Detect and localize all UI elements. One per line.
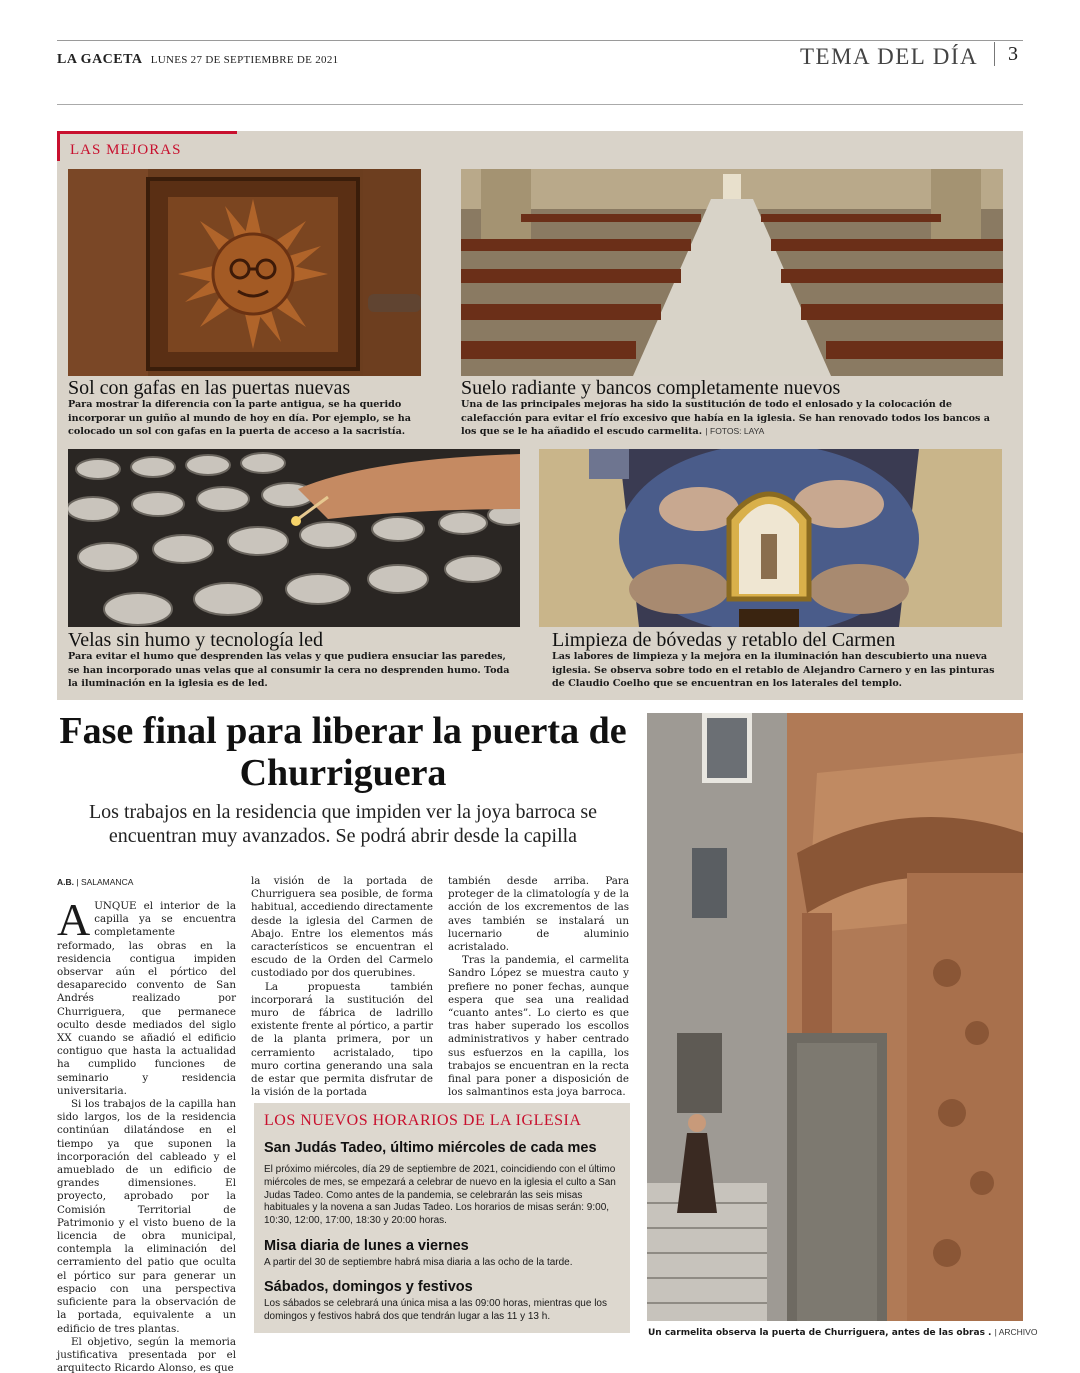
article-paragraph: El objetivo, según la memoria justificativa presentada por el arquitecto Ricardo Alonso, es que [57, 1335, 236, 1373]
caption-text-altarpiece: Las labores de limpieza y la mejora en la iluminación han descubierto una nueva iglesia. Se observa sobre todo en el retablo de Alejandro Carnero y en las pinturas de Claudio Coelho que se encuentran en los laterales del templo. [552, 651, 995, 689]
article-paragraph: la visión de la portada de Churriguera sea posible, de forma habitual, accediendo directamente desde la iglesia del Carmen de Abajo. Entre los elementos más característicos se encuentran el escudo de la Orden del Carmelo custodiado por dos querubines. [251, 875, 433, 980]
caption-title-candles: Velas sin humo y tecnología led [68, 629, 323, 651]
paragraph-text: UNQUE el interior de la capilla ya se encuentra completamente reformado, las obras en la residencia contigua impiden observar aún el pórtico del desaparecido convento de San Andrés realizado por Churriguera, que permanece oculto desde mediados del siglo XX cuando se añadió el edificio contiguo que hasta la actualidad ha cumplido funciones de seminario y residencia universitaria. [57, 900, 236, 1097]
page-separator [994, 42, 995, 66]
article-headline: Fase final para liberar la puerta de Churriguera [59, 710, 627, 794]
photo-credit-laya: | FOTOS: LAYA [705, 426, 765, 436]
sun-door-photo [68, 169, 421, 376]
article-column-1 [57, 894, 236, 1373]
caption-text-candles: Para evitar el humo que desprenden las velas y que pudiera ensuciar las paredes, se han incorporado unas velas que al consumir la cera no desprenden humo. Toda la iluminación en la iglesia es de led. [68, 651, 510, 689]
article-paragraph: Si los trabajos de la capilla han sido largos, los de la residencia continúan dilatándose en el tiempo ya que suponen la incorporación del cableado y el amueblado de un edificio de grandes dimensiones. El proyecto, aprobado por la Comisión Territorial de Patrimonio y el visto bueno de la licencia de obra municipal, contempla la eliminación del cerramiento del patio que oculta el pórtico sur para generar un espacio con una perspectiva suficiente para la observación de la portada, equivalente a un edificio de tres plantas. [57, 1098, 236, 1335]
schedule-heading-weekday: Misa diaria de lunes a viernes [264, 1238, 469, 1254]
churriguera-door-photo [647, 713, 1023, 1321]
pews-photo [461, 169, 1003, 376]
byline-place: | SALAMANCA [76, 877, 134, 887]
schedule-text-weekend: Los sábados se celebrará una única misa a las 09:00 horas, mientras que los domingos y festivos habrá dos que tendrán lugar a las 11 y 13 h. [264, 1298, 607, 1322]
article-paragraph: también desde arriba. Para proteger de la climatología y de la acción de los excrementos de las aves también se instalará un lucernario de aluminio acristalado. [448, 875, 629, 954]
caption-text-pews [461, 398, 1006, 439]
candles-photo [68, 449, 520, 627]
caption-title-pews: Suelo radiante y bancos completamente nuevos [461, 377, 841, 399]
caption-title-altarpiece: Limpieza de bóvedas y retablo del Carmen [552, 629, 896, 651]
section-title: TEMA DEL DÍA [800, 44, 979, 69]
byline-author: A.B. [57, 877, 74, 887]
masthead [57, 52, 338, 68]
header-rule [57, 104, 1023, 105]
article-paragraph: Tras la pandemia, el carmelita Sandro López se muestra cauto y prefiere no poner fechas, aunque espera que sea una realidad “cuanto antes”. Lo cierto es que tras haber superado los escollos administrativos y haber centrado sus esfuerzos en la capilla, los trabajos se encuentran en la recta final para poner a disposición de los salmantinos esta joya barroca. [448, 954, 629, 1099]
schedule-heading-judas: San Judás Tadeo, último miércoles de cada mes [264, 1140, 597, 1156]
byline [57, 877, 133, 887]
improvements-accent-vbar [57, 131, 60, 161]
page-number: 3 [1008, 43, 1018, 65]
article-paragraph [57, 894, 236, 1098]
main-photo-credit: | ARCHIVO [994, 1327, 1038, 1337]
newspaper-brand: LA GACETA [57, 52, 143, 67]
improvements-label: LAS MEJORAS [70, 142, 182, 158]
article-subhead: Los trabajos en la residencia que impiden ver la joya barroca se encuentran muy avanzados. Se podrá abrir desde la capilla [88, 801, 598, 847]
schedule-heading-weekend: Sábados, domingos y festivos [264, 1279, 473, 1295]
top-rule [57, 40, 1023, 41]
caption-title-sun: Sol con gafas en las puertas nuevas [68, 377, 351, 399]
drop-cap: A [57, 894, 91, 945]
main-photo-caption-text: Un carmelita observa la puerta de Churriguera, antes de las obras . [648, 1328, 992, 1338]
improvements-accent-bar [57, 131, 237, 134]
article-column-3 [448, 875, 629, 1099]
caption-text-sun: Para mostrar la diferencia con la parte antigua, se ha querido incorporar un guiño al mundo de hoy en día. Por ejemplo, se ha colocado un sol con gafas en la puerta de acceso a la sacristía. [68, 399, 411, 437]
article-paragraph: La propuesta también incorporará la sustitución del muro de fábrica de ladrillo existente frente al pórtico, a partir de la planta primera, por un cerramiento acristalado, tipo muro cortina generando una sala de estar que permita disfrutar de la visión de la portada [251, 980, 433, 1099]
article-column-2 [251, 875, 433, 1099]
altarpiece-photo [539, 449, 1002, 627]
caption-text-pews-body: Una de las principales mejoras ha sido la sustitución de todo el enlosado y la colocación de calefacción para evitar el frío excesivo que había en la iglesia. Se han renovado todos los bancos a los que se le ha añadido el escudo carmelita. [461, 399, 990, 437]
schedule-text-weekday: A partir del 30 de septiembre habrá misa diaria a las ocho de la tarde. [264, 1257, 573, 1268]
schedule-text-judas: El próximo miércoles, día 29 de septiembre de 2021, coincidiendo con el último miércoles de mes, se empezará a celebrar de nuevo en la iglesia el culto a San Judas Tadeo. Como antes de la pandemia, se celebrarán las seis misas habituales y la novena a san Judas Tadeo. Los horarios de misas serán: 9:00, 10:30, 12:00, 17:00, 18:30 y 20:00 horas. [264, 1164, 616, 1227]
issue-date: LUNES 27 DE SEPTIEMBRE DE 2021 [150, 54, 339, 66]
schedule-title: LOS NUEVOS HORARIOS DE LA IGLESIA [264, 1112, 582, 1129]
main-photo-caption [648, 1327, 1037, 1338]
